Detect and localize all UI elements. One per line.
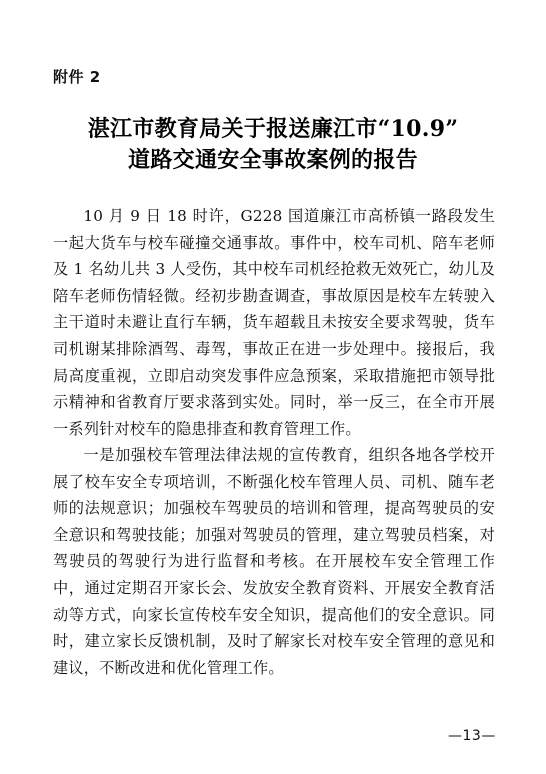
body-paragraph-1: 10 月 9 日 18 时许，G228 国道廉江市高桥镇一路段发生一起大货车与校车碰撞交通事故。事件中，校车司机、陪车老师及 1 名幼儿共 3 人受伤，其中校车司机经抢救无效死亡，幼儿及陪车老师伤情轻微。经初步勘查调查，事故原因是校车左转驶入主干道时未避让直行车辆，货车超载且未按安全要求驾驶，货车司机谢某排除酒驾、毒驾，事故正在进一步处理中。接报后，我局高度重视，立即启动突发事件应急预案，采取措施把市领导批示精神和省教育厅要求落到实处。同时，举一反三，在全市开展一系列针对校车的隐患排查和教育管理工作。: [53, 207, 495, 438]
attachment-label: 附件 2: [53, 68, 101, 86]
body-paragraph-2: 一是加强校车管理法律法规的宣传教育，组织各地各学校开展了校车安全专项培训，不断强化校车管理人员、司机、随车老师的法规意识；加强校车驾驶员的培训和管理，提高驾驶员的安全意识和驾驶技能；加强对驾驶员的管理，建立驾驶员档案，对驾驶员的驾驶行为进行监督和考核。在开展校车安全管理工作中，通过定期召开家长会、发放安全教育资料、开展安全教育活动等方式，向家长宣传校车安全知识，提高他们的安全意识。同时，建立家长反馈机制，及时了解家长对校车安全管理的意见和建议，不断改进和优化管理工作。: [53, 446, 495, 677]
page-number: —13—: [448, 728, 496, 744]
document-title-line-1: 湛江市教育局关于报送廉江市“10.9”: [87, 116, 459, 142]
document-title-line-2: 道路交通安全事故案例的报告: [128, 147, 418, 173]
